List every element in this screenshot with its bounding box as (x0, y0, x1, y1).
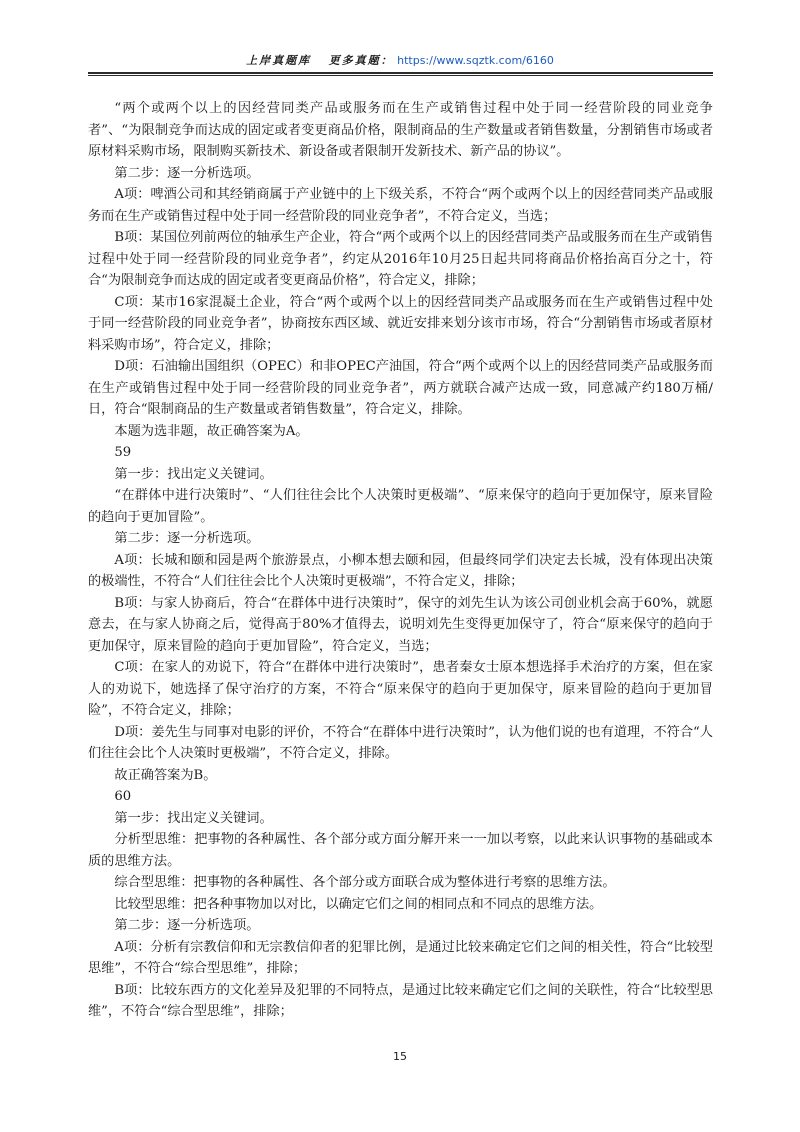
question-number: 59 (114, 445, 132, 460)
paragraph: 第二步：逐一分析选项。 (114, 531, 260, 546)
paragraph: 第一步：找出定义关键词。 (114, 466, 273, 482)
paragraph: C项：在家人的劝说下，符合“在群体中进行决策时”，患者秦女士原本想选择手术治疗的方案，但在家人的劝说下，她选择了保守治疗的方案，不符合“原来保守的趋向于更加保守，原来冒险的趋向于更加冒险”，不符合定义，排除； (88, 660, 713, 718)
paragraph: C项：某市16家混凝土企业，符合“两个或两个以上的因经营同类产品或服务而在生产或销售过程中处于同一经营阶段的同业竞争者”，协商按东西区域、就近安排来划分该市市场，符合“分割销售市场或者原材料采购市场”，符合定义，排除； (88, 294, 713, 353)
paragraph: 本题为选非题，故正确答案为A。 (114, 423, 309, 439)
paragraph: B项：与家人协商后，符合“在群体中进行决策时”，保守的刘先生认为该公司创业机会高于60%，就愿意去，在与家人协商之后，觉得高于80%才值得去，说明刘先生变得更加保守了，符合“原来保守的趋向于更加保守，原来冒险的趋向于更加冒险”，符合定义，当选； (88, 595, 713, 654)
header-rule-thin (88, 75, 713, 76)
paragraph: 分析型思维：把事物的各种属性、各个部分或方面分解开来一一加以考察，以此来认识事物的基础或本质的思维方法。 (88, 832, 713, 869)
paragraph: “两个或两个以上的因经营同类产品或服务而在生产或销售过程中处于同一经营阶段的同业竞争者”、“为限制竞争而达成的固定或者变更商品价格，限制商品的生产数量或者销售数量，分割销售市场或者原材料采购市场，限制购买新技术、新设备或者限制开发新技术、新产品的协议”。 (88, 101, 713, 159)
page-header (0, 52, 800, 68)
paragraph: 第二步：逐一分析选项。 (114, 918, 260, 933)
header-brand: 上岸真题库 (246, 54, 312, 67)
paragraph: “在群体中进行决策时”、“人们往往会比个人决策时更极端”、“原来保守的趋向于更加保守，原来冒险的趋向于更加冒险”。 (88, 488, 713, 525)
paragraph: A项：分析有宗教信仰和无宗教信仰者的犯罪比例，是通过比较来确定它们之间的相关性，符合“比较型思维”，不符合“综合型思维”，排除； (88, 939, 713, 976)
paragraph: B项：比较东西方的文化差异及犯罪的不同特点，是通过比较来确定它们之间的关联性，符合“比较型思维”，不符合“综合型思维”，排除； (88, 982, 713, 1019)
paragraph: 第二步：逐一分析选项。 (114, 165, 260, 181)
page-number: 15 (393, 1050, 407, 1063)
paragraph: D项：姜先生与同事对电影的评价，不符合“在群体中进行决策时”，认为他们说的也有道理，不符合“人们往往会比个人决策时更极端”，不符合定义，排除。 (88, 724, 713, 761)
paragraph: 综合型思维：把事物的各种属性、各个部分或方面联合成为整体进行考察的思维方法。 (114, 875, 616, 890)
paragraph: 比较型思维：把各种事物加以对比，以确定它们之间的相同点和不同点的思维方法。 (114, 896, 603, 912)
question-number: 60 (114, 789, 132, 804)
header-rule (88, 72, 713, 74)
paragraph: A项：啤酒公司和其经销商属于产业链中的上下级关系，不符合“两个或两个以上的因经营同类产品或服务而在生产或销售过程中处于同一经营阶段的同业竞争者”，不符合定义，当选； (88, 187, 713, 224)
header-link[interactable]: https://www.sqztk.com/6160 (397, 54, 554, 67)
paragraph: B项：某国位列前两位的轴承生产企业，符合“两个或两个以上的因经营同类产品或服务而在生产或销售过程中处于同一经营阶段的同业竞争者”，约定从2016年10月25日起共同将商品价格抬高百分之十，符合“为限制竞争而达成的固定或者变更商品价格”，符合定义，排除； (88, 230, 713, 288)
paragraph: D项：石油输出国组织（OPEC）和非OPEC产油国，符合“两个或两个以上的因经营同类产品或服务而在生产或销售过程中处于同一经营阶段的同业竞争者”，两方就联合减产达成一致，同意减产约180万桶/日，符合“限制商品的生产数量或者销售数量”，符合定义，排除。 (88, 359, 713, 417)
paragraph: A项：长城和颐和园是两个旅游景点，小柳本想去颐和园，但最终同学们决定去长城，没有体现出决策的极端性，不符合“人们往往会比个人决策时更极端”，不符合定义，排除； (88, 552, 713, 589)
paragraph: 第一步：找出定义关键词。 (114, 810, 273, 826)
header-more-label: 更多真题： (328, 54, 394, 67)
paragraph: 故正确答案为B。 (114, 767, 217, 783)
document-body (88, 98, 713, 1023)
